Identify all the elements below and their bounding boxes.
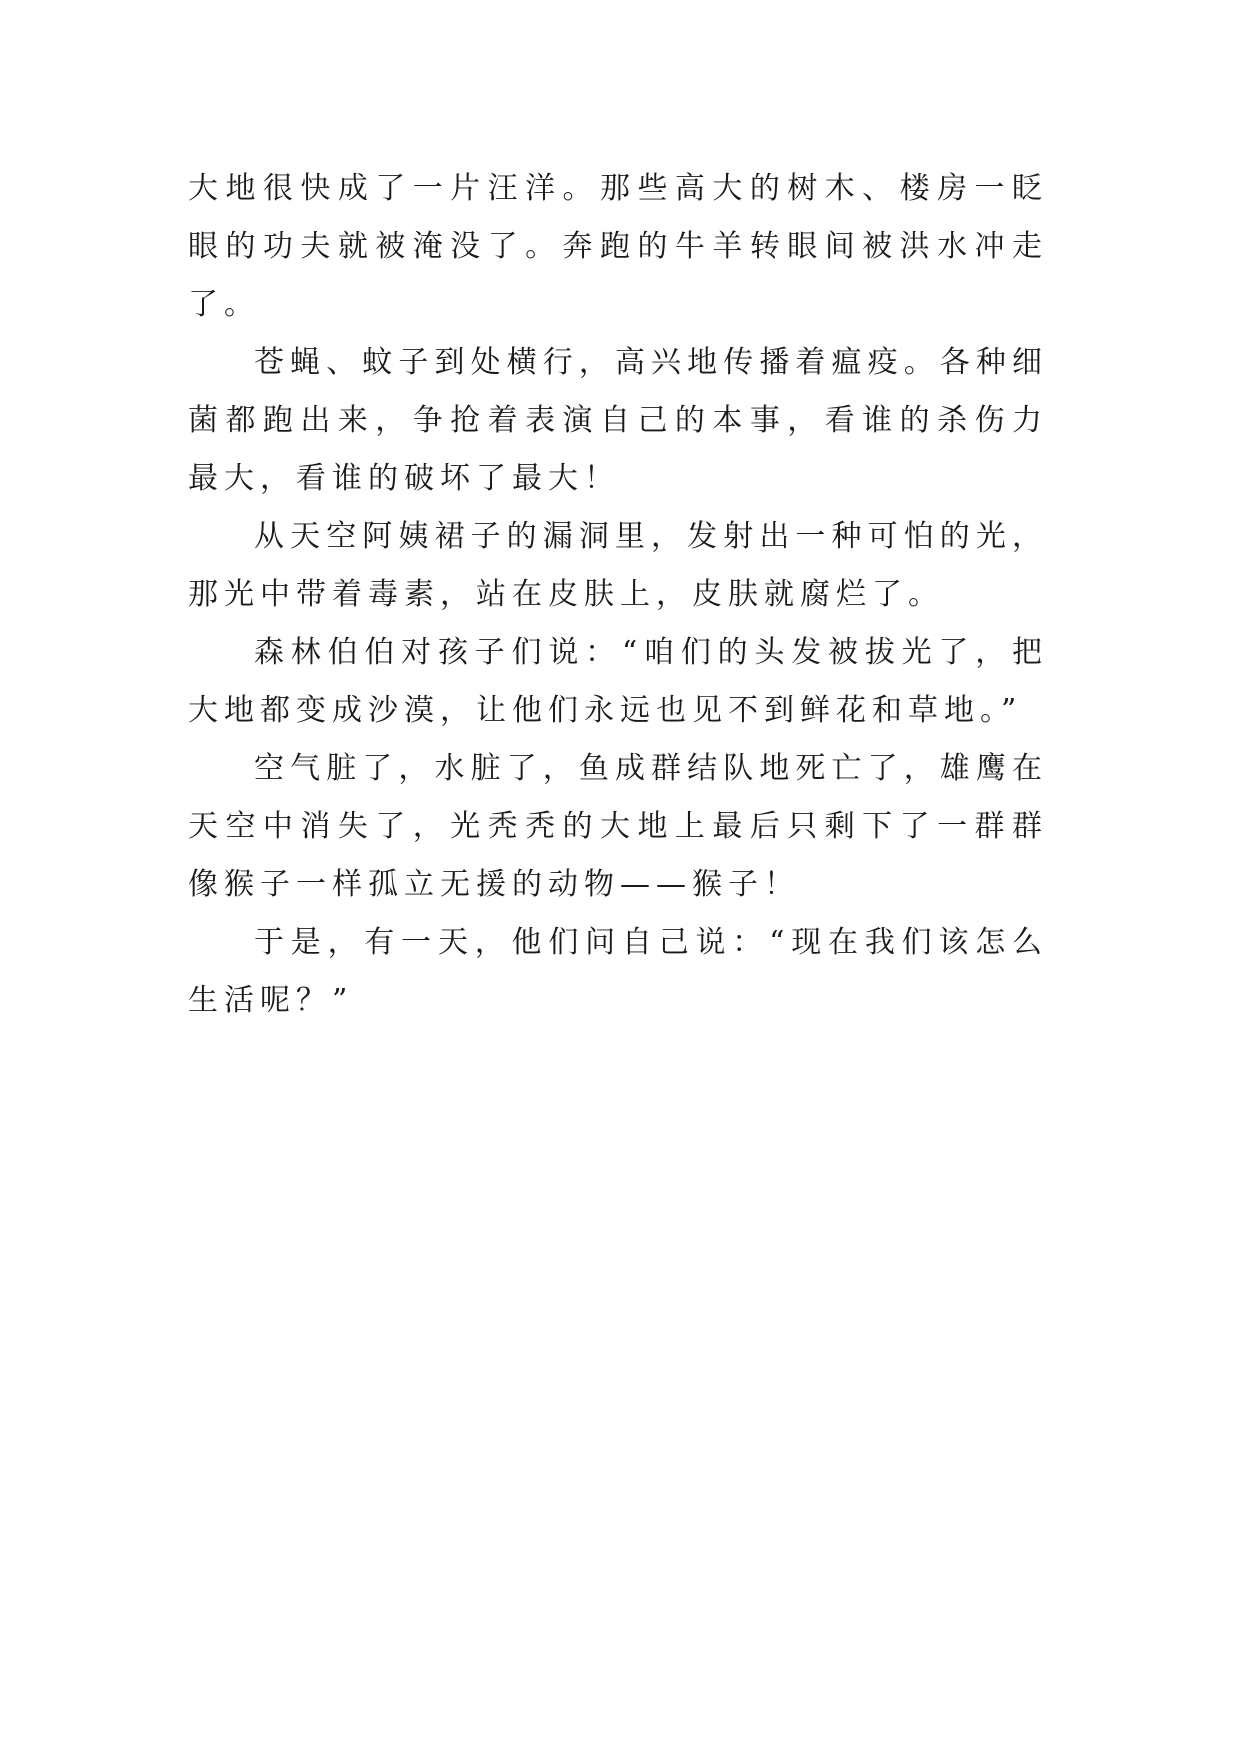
paragraph-1: 大地很快成了一片汪洋。那些高大的树木、楼房一眨眼的功夫就被淹没了。奔跑的牛羊转眼间被洪水冲走了。 — [188, 171, 1048, 322]
paragraph-5: 空气脏了，水脏了，鱼成群结队地死亡了，雄鹰在天空中消失了，光秃秃的大地上最后只剩下了一群群像猴子一样孤立无援的动物——猴子！ — [188, 751, 1048, 902]
paragraph-6: 于是，有一天，他们问自己说：“现在我们该怎么生活呢？” — [188, 925, 1048, 1018]
paragraph-2: 苍蝇、蚊子到处横行，高兴地传播着瘟疫。各种细菌都跑出来，争抢着表演自己的本事，看谁的杀伤力最大，看谁的破坏了最大！ — [188, 345, 1048, 496]
paragraph-3: 从天空阿姨裙子的漏洞里，发射出一种可怕的光，那光中带着毒素，站在皮肤上，皮肤就腐烂了。 — [188, 519, 1048, 612]
document-body — [188, 160, 1048, 1030]
paragraph-4: 森林伯伯对孩子们说：“咱们的头发被拔光了，把大地都变成沙漠，让他们永远也见不到鲜花和草地。” — [188, 635, 1048, 728]
